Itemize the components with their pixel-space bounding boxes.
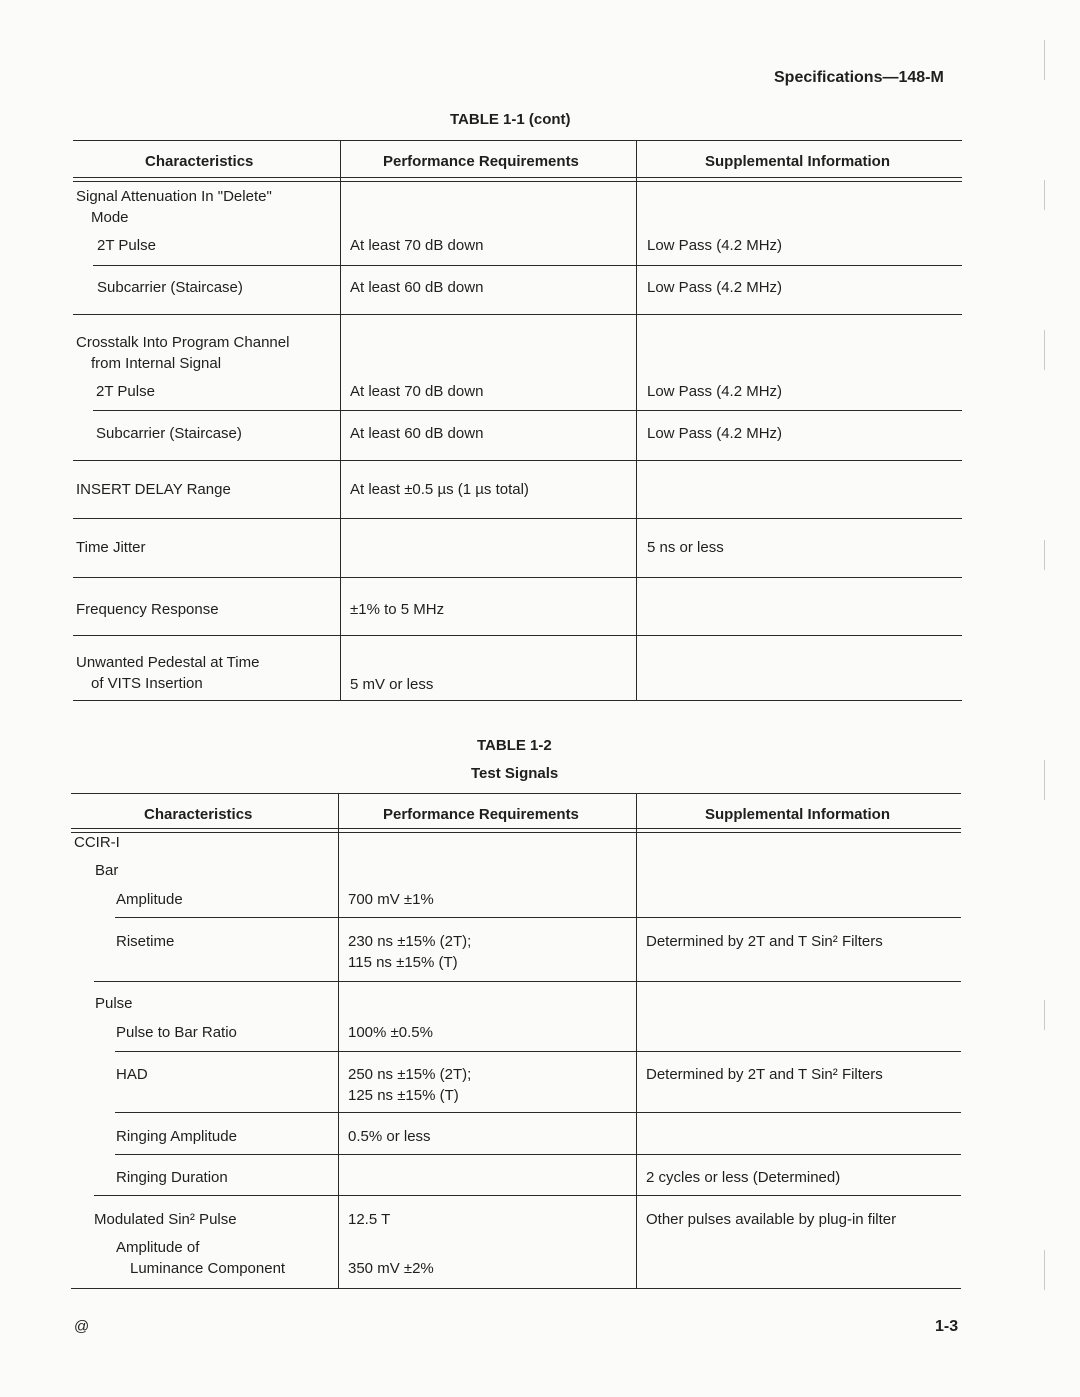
table-row-label: Risetime	[116, 933, 175, 950]
table-cell-performance: At least 70 dB down	[350, 383, 484, 400]
table2-col-performance: Performance Requirements	[383, 806, 579, 823]
footer-mark: @	[74, 1318, 90, 1335]
table-row-label: Unwanted Pedestal at Time	[76, 654, 260, 671]
table-cell-performance: 250 ns ±15% (2T);	[348, 1066, 472, 1083]
table-cell-supplemental: Low Pass (4.2 MHz)	[647, 383, 783, 400]
table-cell-performance: At least ±0.5 µs (1 µs total)	[350, 481, 529, 498]
table-cell-performance: 350 mV ±2%	[348, 1260, 434, 1277]
table-cell-supplemental: Determined by 2T and T Sin² Filters	[646, 933, 883, 950]
row-divider	[93, 265, 962, 266]
table-row-label: Time Jitter	[76, 539, 146, 556]
scan-edge-mark	[1044, 1000, 1045, 1030]
table-row-label: 2T Pulse	[97, 237, 156, 254]
table-row-label: Ringing Duration	[116, 1169, 228, 1186]
scan-edge-mark	[1044, 1250, 1045, 1290]
table-cell-performance: At least 60 dB down	[350, 279, 484, 296]
row-divider	[73, 460, 962, 461]
table1-header-rule	[73, 177, 962, 178]
table-cell-performance: 100% ±0.5%	[348, 1024, 433, 1041]
row-divider	[93, 410, 962, 411]
table2-caption: TABLE 1-2	[477, 737, 552, 754]
table1-caption: TABLE 1-1 (cont)	[450, 111, 571, 128]
table-cell-performance: 700 mV ±1%	[348, 891, 434, 908]
table-cell-supplemental: 5 ns or less	[647, 539, 724, 556]
table-row-label: Bar	[95, 862, 119, 879]
table-row-label: Pulse	[95, 995, 133, 1012]
table1-col-divider-2	[636, 140, 637, 700]
table-cell-performance: At least 60 dB down	[350, 425, 484, 442]
table-cell-performance: 5 mV or less	[350, 676, 434, 693]
table-cell-supplemental: Low Pass (4.2 MHz)	[647, 237, 783, 254]
row-divider	[115, 1154, 961, 1155]
table-cell-performance: 230 ns ±15% (2T);	[348, 933, 472, 950]
table-row-label: INSERT DELAY Range	[76, 481, 231, 498]
table2-top-rule	[71, 793, 961, 794]
table-row-label: Crosstalk Into Program Channel	[76, 334, 290, 351]
table2-col-divider-1	[338, 793, 339, 1288]
table-row-label: Amplitude of	[116, 1239, 200, 1256]
table-row-label: CCIR-I	[74, 834, 120, 851]
row-divider	[73, 577, 962, 578]
table-row-label: Signal Attenuation In "Delete"	[76, 188, 272, 205]
table1-col-performance: Performance Requirements	[383, 153, 579, 170]
table1-header-rule-2	[73, 181, 962, 182]
scan-edge-mark	[1044, 40, 1045, 80]
table-row-label: of VITS Insertion	[91, 675, 203, 692]
row-divider	[73, 518, 962, 519]
table-row-label: Subcarrier (Staircase)	[96, 425, 242, 442]
table-cell-performance-line2: 125 ns ±15% (T)	[348, 1087, 459, 1104]
table-cell-performance: ±1% to 5 MHz	[350, 601, 445, 618]
table2-col-divider-2	[636, 793, 637, 1288]
table-row-label: Subcarrier (Staircase)	[97, 279, 243, 296]
table1-col-divider-1	[340, 140, 341, 700]
table-row-label: Amplitude	[116, 891, 183, 908]
table-row-label: from Internal Signal	[91, 355, 222, 372]
scan-edge-mark	[1044, 540, 1045, 570]
scan-edge-mark	[1044, 330, 1045, 370]
table-cell-supplemental: Other pulses available by plug-in filter	[646, 1211, 897, 1228]
table-row-label: Luminance Component	[130, 1260, 286, 1277]
table-row-label: Pulse to Bar Ratio	[116, 1024, 237, 1041]
row-divider	[115, 917, 961, 918]
table-cell-performance: At least 70 dB down	[350, 237, 484, 254]
table2-bottom-rule	[71, 1288, 961, 1289]
table-row-label: HAD	[116, 1066, 148, 1083]
table1-top-rule	[73, 140, 962, 141]
table2-col-characteristics: Characteristics	[144, 806, 253, 823]
page-title: Specifications—148-M	[774, 69, 944, 86]
table2-header-rule-2	[71, 832, 961, 833]
table-cell-performance: 12.5 T	[348, 1211, 391, 1228]
table-row-label: Mode	[91, 209, 129, 226]
scan-edge-mark	[1044, 760, 1045, 800]
table1-bottom-rule	[73, 700, 962, 701]
table-cell-performance-line2: 115 ns ±15% (T)	[348, 954, 458, 971]
table-cell-supplemental: Low Pass (4.2 MHz)	[647, 425, 783, 442]
table2-col-supplemental: Supplemental Information	[705, 806, 891, 823]
table1-col-characteristics: Characteristics	[145, 153, 254, 170]
table-cell-performance: 0.5% or less	[348, 1128, 431, 1145]
table-cell-supplemental: Low Pass (4.2 MHz)	[647, 279, 783, 296]
row-divider	[73, 635, 962, 636]
table1-col-supplemental: Supplemental Information	[705, 153, 891, 170]
table-row-label: Ringing Amplitude	[116, 1128, 237, 1145]
table2-subcaption: Test Signals	[471, 765, 559, 782]
row-divider	[115, 1112, 961, 1113]
scan-edge-mark	[1044, 180, 1045, 210]
page-number: 1-3	[935, 1318, 959, 1335]
table-row-label: 2T Pulse	[96, 383, 155, 400]
table-cell-supplemental: Determined by 2T and T Sin² Filters	[646, 1066, 883, 1083]
row-divider	[94, 981, 961, 982]
table-row-label: Modulated Sin² Pulse	[94, 1211, 237, 1228]
row-divider	[115, 1051, 961, 1052]
table-cell-supplemental: 2 cycles or less (Determined)	[646, 1169, 841, 1186]
row-divider	[73, 314, 962, 315]
row-divider	[94, 1195, 961, 1196]
table2-header-rule	[71, 828, 961, 829]
table-row-label: Frequency Response	[76, 601, 219, 618]
